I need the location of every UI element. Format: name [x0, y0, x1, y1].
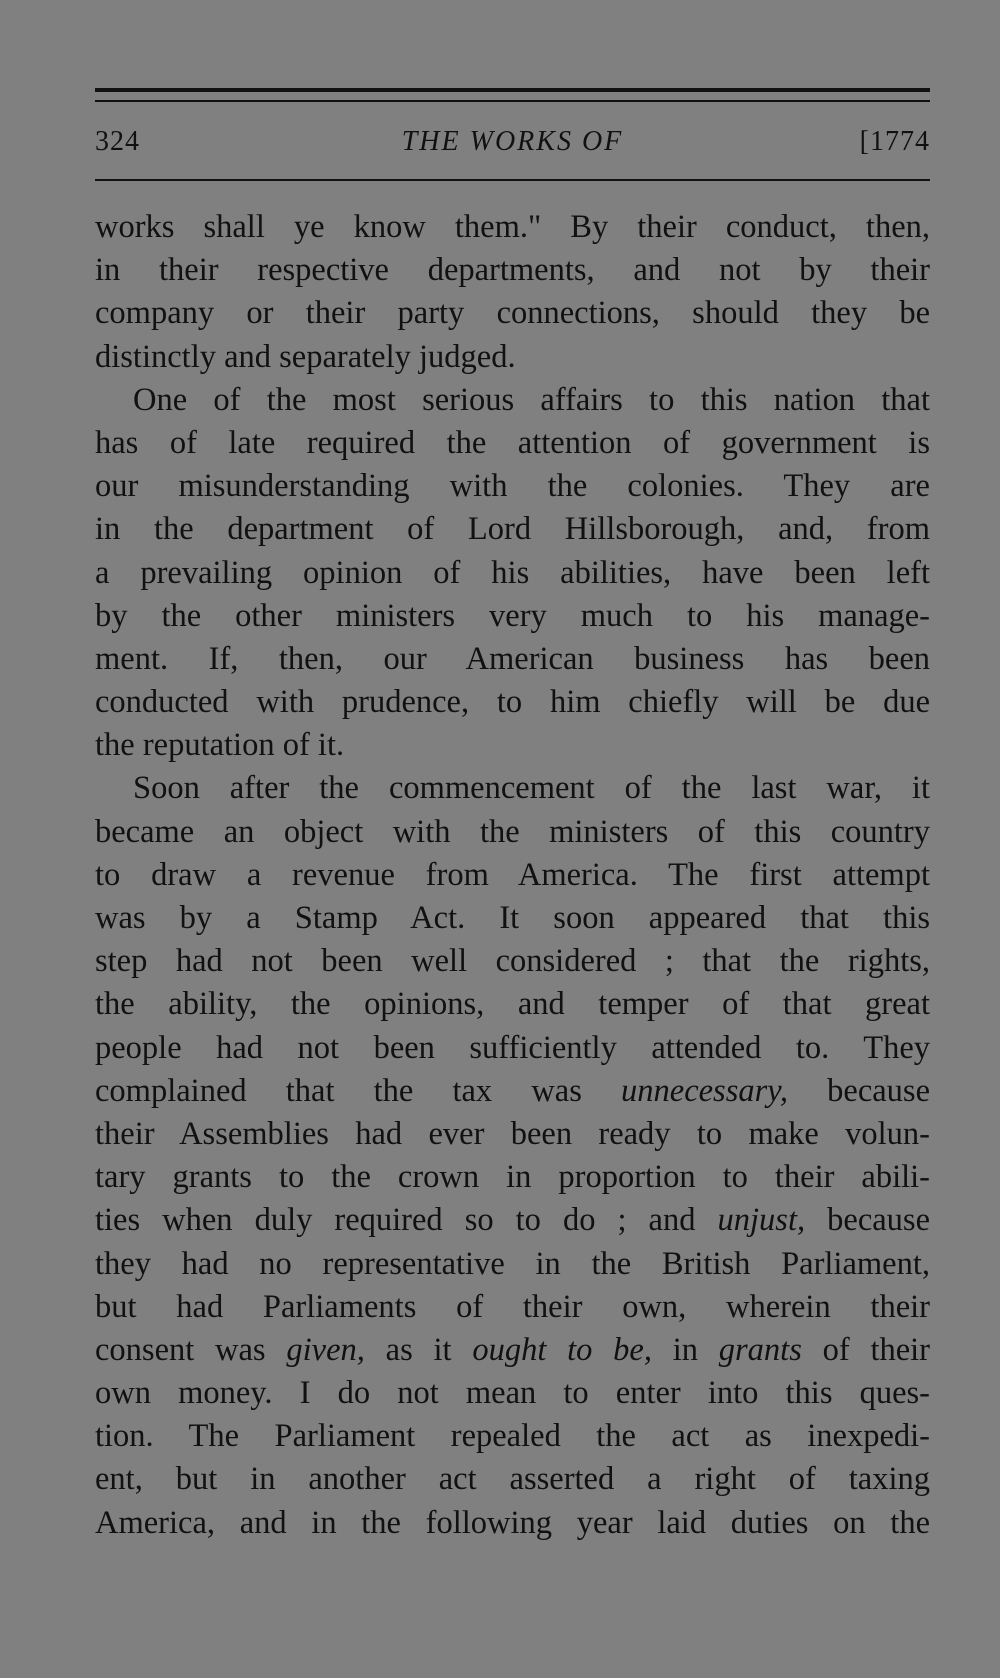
text-line: people had not been sufficiently attended to. They	[95, 1029, 930, 1066]
text-line: company or their party connections, should they be	[95, 295, 930, 332]
text-line: their Assemblies had ever been ready to make volun-	[95, 1115, 930, 1152]
text-line: they had no representative in the British Parliament,	[95, 1245, 930, 1282]
running-year: [1774	[859, 126, 930, 157]
running-head	[95, 122, 930, 162]
text-line: was by a Stamp Act. It soon appeared that this	[95, 900, 930, 936]
text-line: in their respective departments, and not by their	[95, 252, 930, 289]
text-segment: because	[805, 1202, 930, 1239]
text-line: own money. I do not mean to enter into this ques-	[95, 1375, 930, 1412]
top-double-rule-thick	[95, 88, 930, 92]
text-line: a prevailing opinion of his abilities, have been left	[95, 554, 930, 591]
text-line: tion. The Parliament repealed the act as inexpedi-	[95, 1418, 930, 1455]
header-rule	[95, 179, 930, 181]
paragraph-first-line: One of the most serious affairs to this nation that	[133, 381, 930, 418]
text-line: works shall ye know them." By their conduct, then,	[95, 209, 930, 245]
text-line	[95, 1199, 930, 1242]
top-double-rule-thin	[95, 100, 930, 102]
italic-emphasis: grants	[718, 1331, 802, 1368]
text-line: ent, but in another act asserted a right of taxing	[95, 1461, 930, 1498]
text-segment: as it	[364, 1331, 473, 1368]
running-title: THE WORKS OF	[401, 126, 624, 157]
text-line	[95, 1329, 930, 1372]
text-line: became an object with the ministers of this country	[95, 813, 930, 850]
italic-emphasis: unnecessary,	[621, 1072, 788, 1109]
text-line: conducted with prudence, to him chiefly will be due	[95, 684, 930, 721]
text-line: but had Parliaments of their own, wherein their	[95, 1288, 930, 1325]
text-line: the ability, the opinions, and temper of that great	[95, 986, 930, 1023]
text-line: America, and in the following year laid duties on the	[95, 1504, 930, 1541]
text-line: our misunderstanding with the colonies. They are	[95, 468, 930, 505]
text-line: step had not been well considered ; that the rights,	[95, 943, 930, 980]
text-segment: of their	[801, 1331, 931, 1368]
paragraph-end-line: the reputation of it.	[95, 727, 345, 764]
text-line: in the department of Lord Hillsborough, and, from	[95, 511, 930, 548]
book-page	[95, 0, 930, 1678]
italic-emphasis: unjust,	[717, 1202, 806, 1239]
paragraph-end-line: distinctly and separately judged.	[95, 338, 516, 375]
text-line: to draw a revenue from America. The first attempt	[95, 856, 930, 893]
text-segment: in	[651, 1331, 719, 1368]
text-segment: consent was	[95, 1331, 287, 1368]
text-line: ment. If, then, our American business has been	[95, 640, 930, 677]
page-number: 324	[95, 126, 140, 157]
text-segment: because	[788, 1072, 930, 1109]
text-line	[95, 1070, 930, 1113]
text-line: tary grants to the crown in proportion to their abili-	[95, 1159, 930, 1196]
text-line: has of late required the attention of government is	[95, 424, 930, 461]
text-line: by the other ministers very much to his manage-	[95, 597, 930, 634]
text-segment: ties when duly required so to do ; and	[95, 1202, 718, 1239]
text-segment: complained that the tax was	[95, 1072, 622, 1109]
paragraph-first-line: Soon after the commencement of the last war, it	[133, 770, 930, 807]
italic-emphasis: given,	[286, 1331, 365, 1368]
body-text	[95, 206, 930, 1545]
italic-emphasis: ought to be,	[472, 1331, 652, 1368]
